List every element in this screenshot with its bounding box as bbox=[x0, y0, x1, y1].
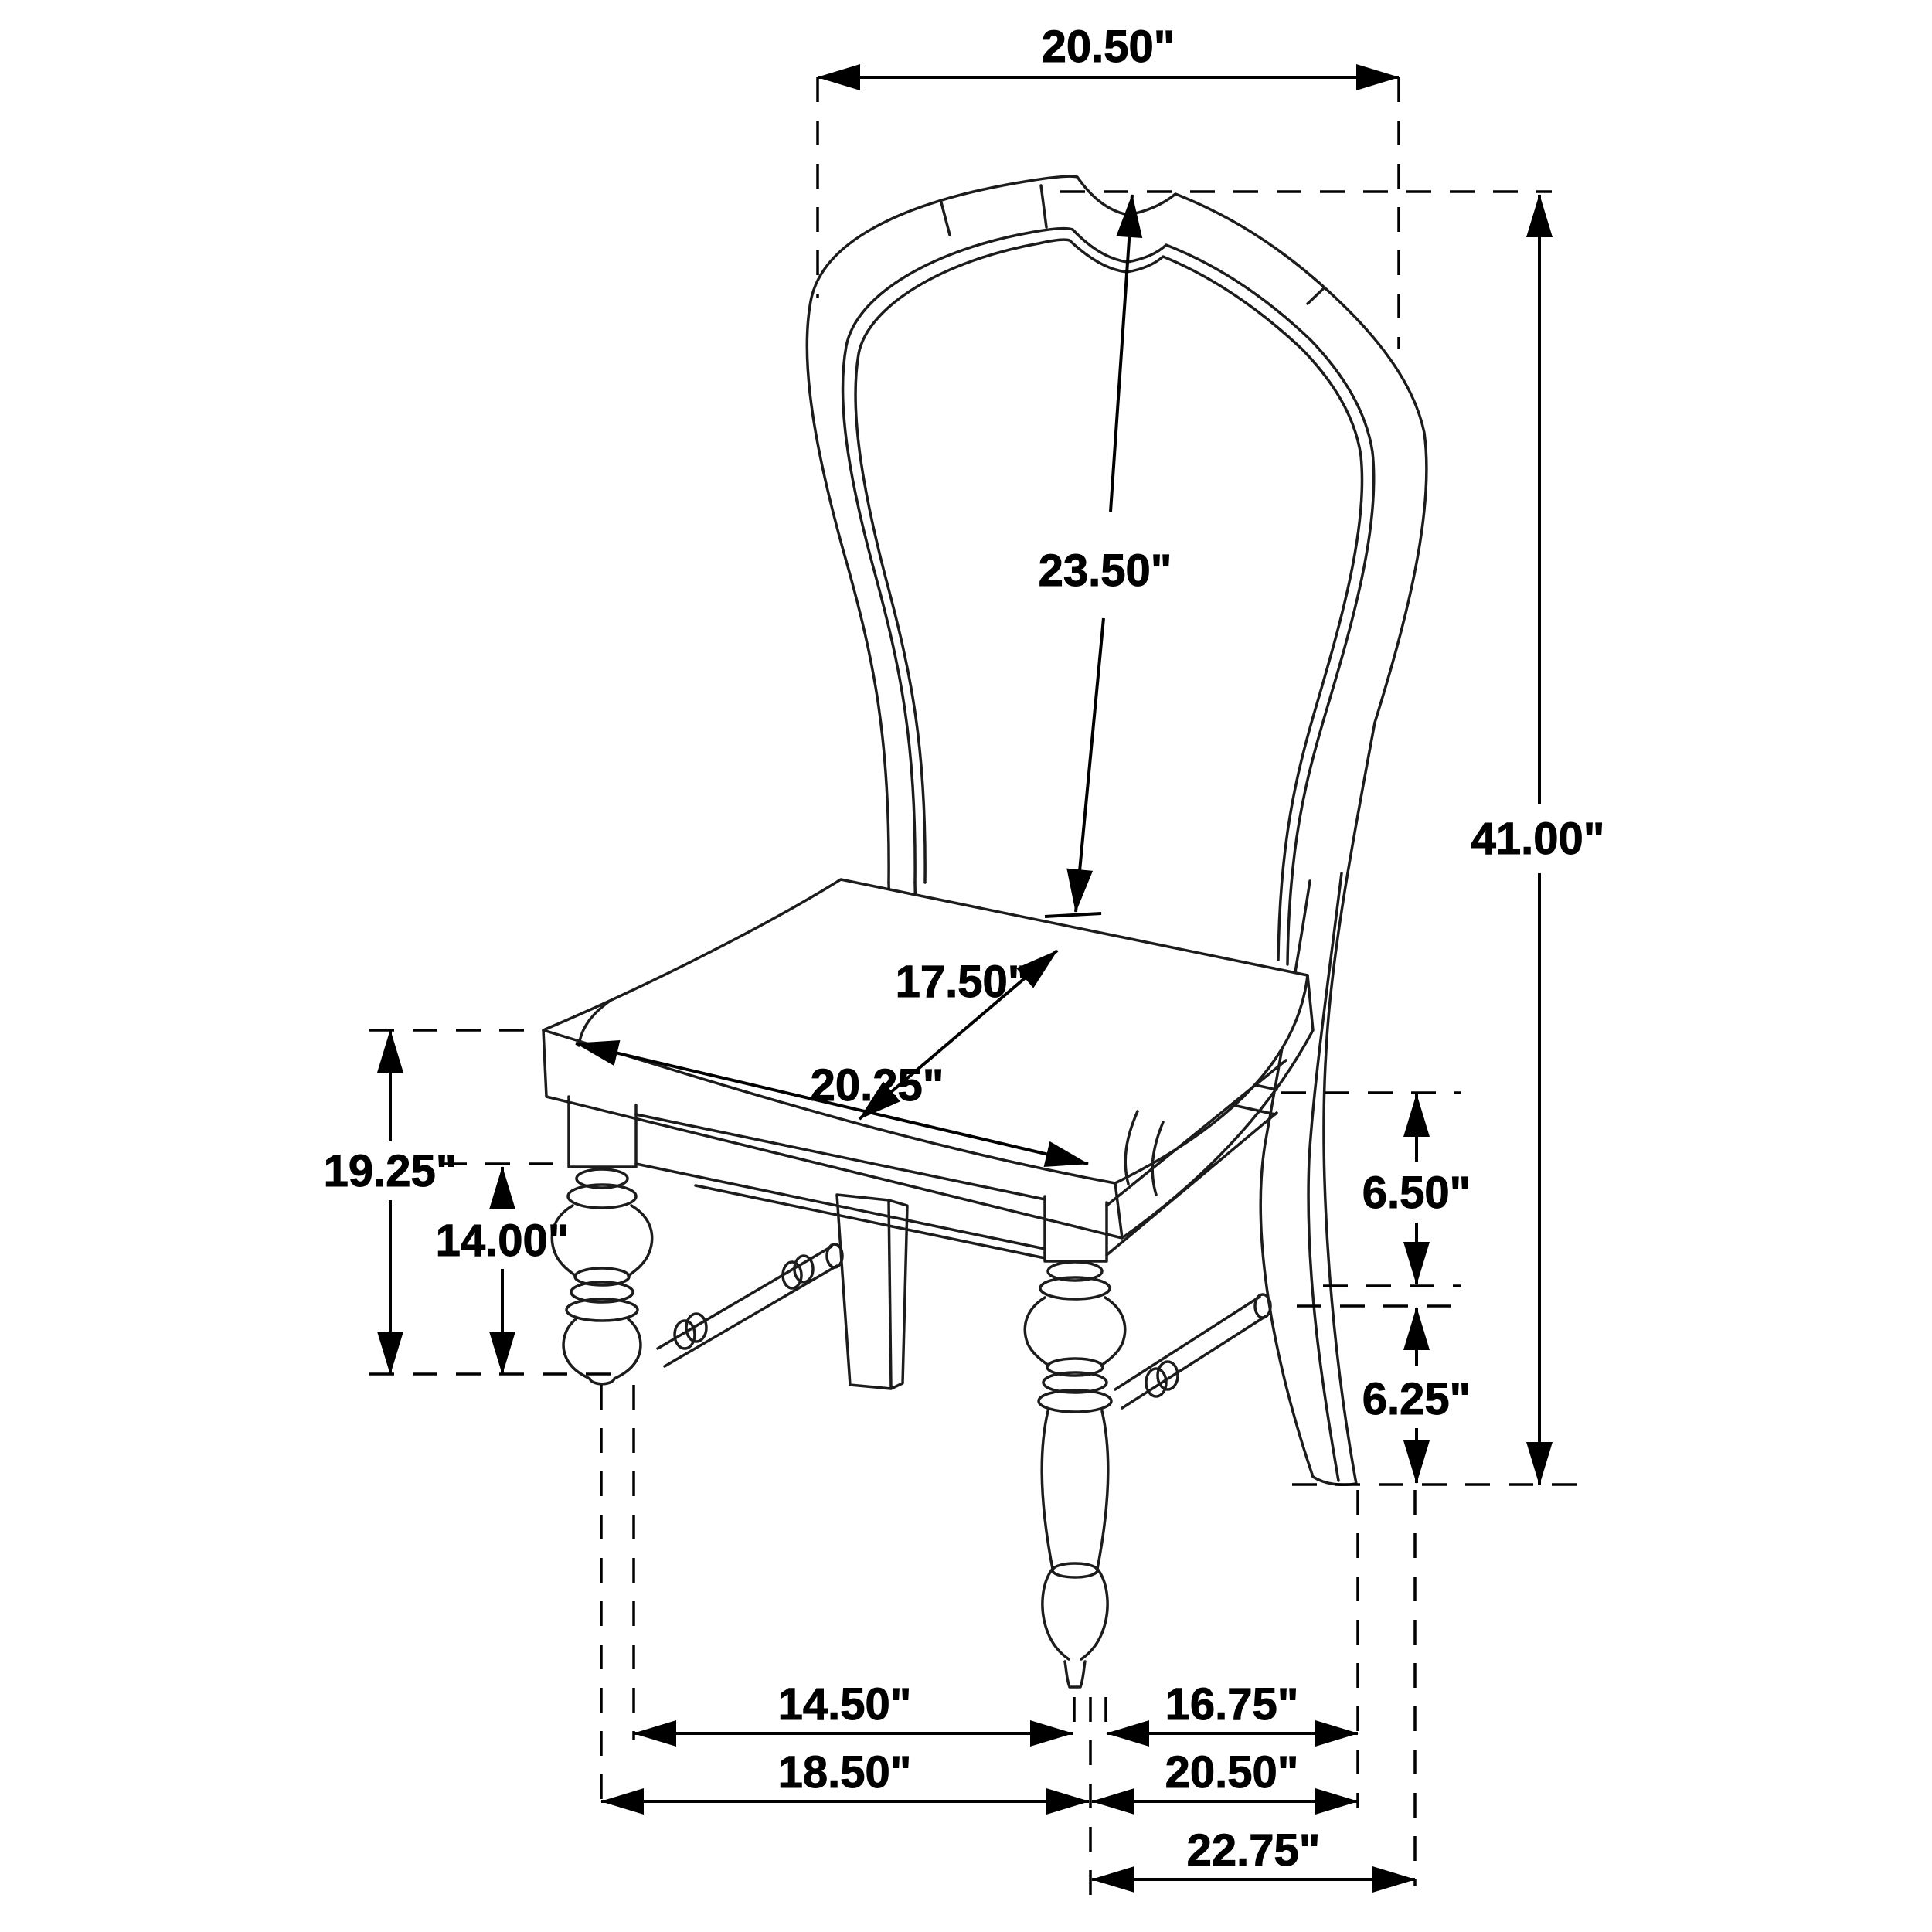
front-right-leg bbox=[1025, 1196, 1124, 1687]
chair-back-trim-1 bbox=[843, 229, 1374, 964]
dimension-stretcher-to-floor bbox=[1297, 1306, 1471, 1483]
dim-label-apron-to-stretcher: 6.50" bbox=[1362, 1168, 1471, 1218]
dimension-front-width-floor bbox=[601, 1747, 1089, 1801]
dimension-side-depth-floor bbox=[1092, 1747, 1358, 1801]
back-right-leg bbox=[1260, 723, 1375, 1485]
right-stretcher bbox=[1115, 1294, 1270, 1408]
dim-label-seat-depth: 17.50" bbox=[895, 957, 1029, 1007]
dim-label-seat-height: 19.25" bbox=[323, 1146, 457, 1196]
chair-back-outer bbox=[807, 176, 1427, 883]
rear-left-leg bbox=[837, 1195, 907, 1389]
dim-label-overall-depth: 22.75" bbox=[1186, 1825, 1321, 1876]
seat-cushion bbox=[543, 879, 1308, 1183]
dim-label-leg-height: 14.00" bbox=[435, 1216, 570, 1266]
dim-label-overall-height: 41.00" bbox=[1471, 814, 1605, 864]
dim-label-side-span-upper: 16.75" bbox=[1165, 1679, 1299, 1730]
dim-label-back-height: 23.50" bbox=[1038, 546, 1172, 596]
dimension-seat-height bbox=[324, 1030, 611, 1374]
chair-drawing bbox=[543, 176, 1427, 1687]
dim-label-side-depth-floor: 20.50" bbox=[1165, 1747, 1299, 1798]
dim-label-top-width: 20.50" bbox=[1041, 22, 1175, 72]
chair-back-trim-2 bbox=[855, 240, 1362, 960]
dimension-front-leg-span bbox=[634, 1679, 1073, 1733]
dimension-annotations bbox=[324, 22, 1605, 1901]
dimension-side-span-upper bbox=[1107, 1679, 1358, 1733]
dim-label-front-width-floor: 18.50" bbox=[777, 1747, 912, 1798]
dim-label-stretcher-to-floor: 6.25" bbox=[1362, 1374, 1471, 1424]
dimension-back-height bbox=[1039, 195, 1172, 917]
left-stretcher bbox=[658, 1244, 842, 1366]
dim-label-seat-width: 20.25" bbox=[810, 1060, 944, 1111]
dimension-overall-depth bbox=[1092, 1825, 1415, 1879]
dim-label-front-leg-span: 14.50" bbox=[777, 1679, 912, 1730]
